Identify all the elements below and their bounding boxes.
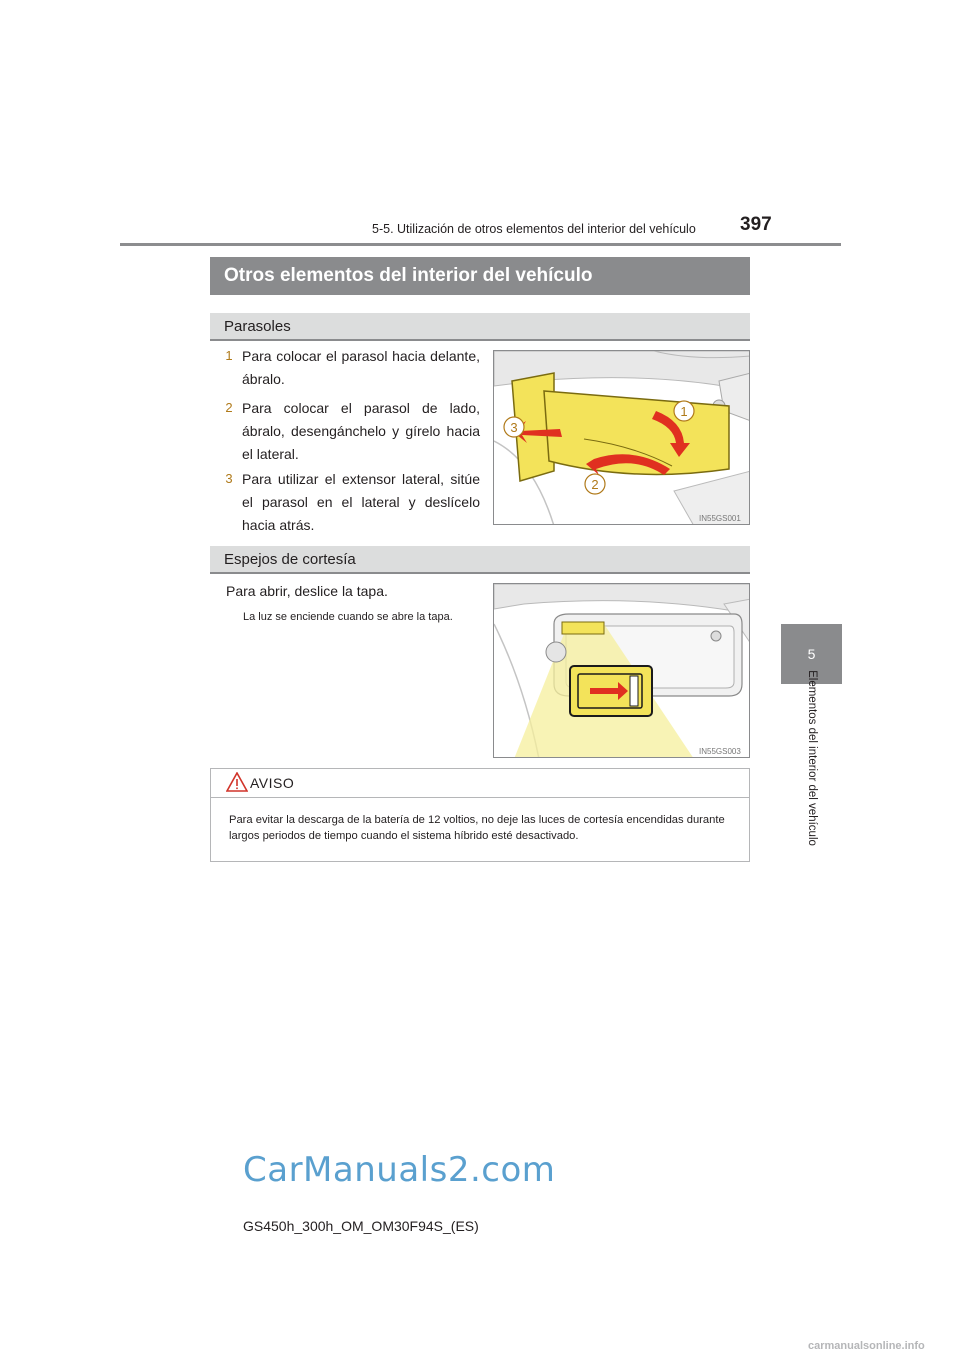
step-text-3: Para utilizar el extensor lateral, sitúe el parasol en el lateral y deslícelo hacia atrás.	[242, 471, 480, 533]
espejos-note: La luz se enciende cuando se abre la tapa.	[243, 611, 453, 623]
sunvisor-figure	[493, 350, 750, 525]
callout-1	[674, 401, 694, 421]
section-title: Otros elementos del interior del vehículo	[224, 265, 593, 286]
figure-code: IN55GS003	[699, 747, 741, 756]
warning-divider	[210, 797, 750, 798]
vanity-mirror-illustration	[494, 584, 750, 758]
espejos-instruction: Para abrir, deslice la tapa.	[226, 583, 388, 599]
svg-text:1: 1	[680, 404, 688, 419]
step-number-1: 1	[225, 348, 233, 363]
section-heading	[210, 257, 750, 295]
vanity-mirror-figure	[493, 583, 750, 758]
header-divider	[120, 243, 841, 246]
watermark: CarManuals2.com	[243, 1150, 556, 1190]
running-header: 5-5. Utilización de otros elementos del interior del vehículo	[372, 222, 696, 236]
callout-3	[504, 417, 524, 437]
svg-text:3: 3	[510, 420, 518, 435]
step-text-2: Para colocar el parasol de lado, ábralo, desengánchelo y gírelo hacia el lateral.	[242, 400, 480, 462]
page-number: 397	[740, 214, 772, 235]
warning-triangle-icon	[226, 772, 248, 792]
warning-body: Para evitar la descarga de la batería de 12 voltios, no deje las luces de cortesía encendidas durante largos periodos de tiempo cuando el sistema híbrido esté desactivado.	[229, 814, 725, 842]
chapter-number: 5	[807, 646, 816, 662]
figure-code: IN55GS001	[699, 514, 741, 523]
subheading-title: Espejos de cortesía	[224, 551, 356, 568]
svg-text:2: 2	[591, 477, 599, 492]
step-text-1: Para colocar el parasol hacia delante, ábralo.	[242, 348, 480, 387]
callout-2	[585, 474, 605, 494]
site-watermark: carmanualsonline.info	[808, 1340, 925, 1352]
document-id: GS450h_300h_OM_OM30F94S_(ES)	[243, 1218, 479, 1234]
subheading-parasoles	[210, 313, 750, 341]
subheading-espejos	[210, 546, 750, 574]
step-number-3: 3	[225, 471, 233, 486]
chapter-title: Elementos del interior del vehículo	[806, 670, 818, 846]
sunvisor-illustration	[494, 351, 750, 525]
subheading-title: Parasoles	[224, 318, 291, 335]
warning-title: AVISO	[250, 775, 295, 791]
step-number-2: 2	[225, 400, 233, 415]
